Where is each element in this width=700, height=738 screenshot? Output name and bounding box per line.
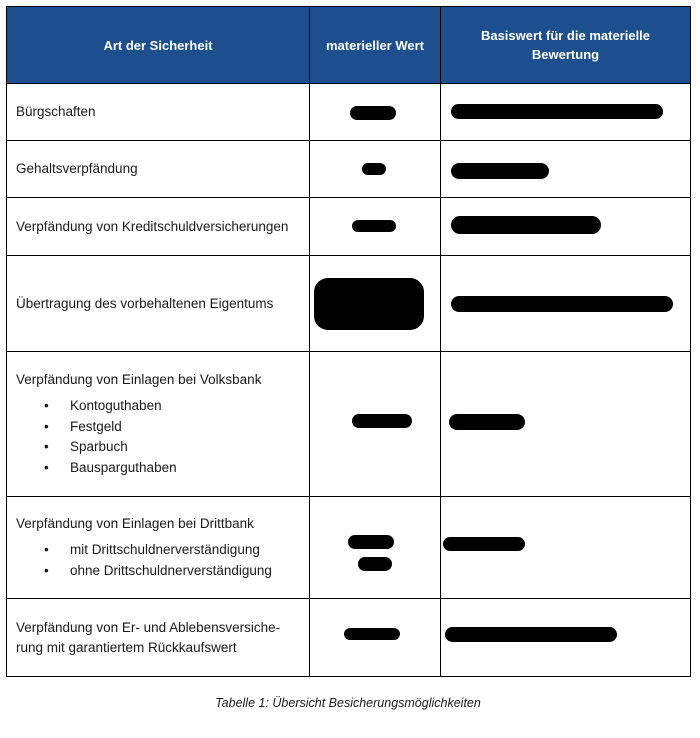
- redaction-mark: [451, 296, 673, 312]
- list-item: • mit Drittschuldnerverständigung: [70, 540, 300, 561]
- material-value-cell: [310, 198, 441, 256]
- valuation-basis-cell: [441, 84, 691, 141]
- row-cell-drittbank: [7, 497, 310, 599]
- row-label: Verpfändung von Einlagen bei Drittbank: [16, 516, 254, 531]
- row-label: Gehaltsverpfändung: [7, 141, 310, 198]
- list-item: • Sparbuch: [70, 437, 300, 458]
- valuation-basis-cell: [441, 599, 691, 677]
- row-label-line-2: rung mit garantiertem Rückkaufswert: [16, 639, 237, 655]
- table-row: [7, 84, 691, 141]
- redaction-mark: [451, 104, 663, 119]
- list-item: • ohne Drittschuldnerverständigung: [70, 561, 300, 582]
- list-item: • Festgeld: [70, 417, 300, 438]
- material-value-cell: [310, 497, 441, 599]
- redaction-mark: [445, 627, 617, 642]
- redaction-mark: [362, 163, 386, 175]
- header-valuation-basis: Basiswert für die materielle Bewertung: [441, 7, 691, 84]
- valuation-basis-cell: [441, 198, 691, 256]
- redaction-mark: [314, 278, 424, 330]
- redaction-mark: [350, 106, 396, 120]
- table-row: [7, 352, 691, 497]
- header-security-type: Art der Sicherheit: [7, 7, 310, 84]
- deposit-type-list: [16, 396, 300, 478]
- redaction-mark: [451, 163, 549, 179]
- table-header-row: [7, 7, 691, 84]
- row-label: Verpfändung von Kreditschuldversicherungen: [7, 198, 310, 256]
- material-value-cell: [310, 84, 441, 141]
- table-row: [7, 141, 691, 198]
- material-value-cell: [310, 141, 441, 198]
- redaction-mark: [443, 537, 525, 551]
- redaction-mark: [348, 535, 394, 549]
- redaction-mark: [449, 414, 525, 430]
- row-cell-life-insurance: [7, 599, 310, 677]
- redaction-mark: [344, 628, 400, 640]
- row-label: Verpfändung von Einlagen bei Volksbank: [16, 372, 262, 387]
- material-value-cell: [310, 256, 441, 352]
- redaction-mark: [358, 557, 392, 571]
- deposit-type-list: [16, 540, 300, 581]
- table-row: [7, 256, 691, 352]
- row-label-line-1: Verpfändung von Er- und Ablebensversiche-: [16, 619, 281, 635]
- table-caption: Tabelle 1: Übersicht Besicherungsmöglichkeiten: [215, 696, 481, 710]
- list-item: • Kontoguthaben: [70, 396, 300, 417]
- row-label: Bürgschaften: [7, 84, 310, 141]
- table-row: [7, 198, 691, 256]
- security-table-container: [6, 6, 690, 677]
- row-label: Übertragung des vorbehaltenen Eigentums: [7, 256, 310, 352]
- redaction-mark: [451, 216, 601, 234]
- security-overview-table: [6, 6, 691, 677]
- table-row: [7, 497, 691, 599]
- valuation-basis-cell: [441, 256, 691, 352]
- valuation-basis-cell: [441, 141, 691, 198]
- material-value-cell: [310, 599, 441, 677]
- redaction-mark: [352, 220, 396, 232]
- list-item: • Bausparguthaben: [70, 458, 300, 479]
- valuation-basis-cell: [441, 352, 691, 497]
- material-value-cell: [310, 352, 441, 497]
- redaction-mark: [352, 414, 412, 428]
- valuation-basis-cell: [441, 497, 691, 599]
- row-cell-volksbank: [7, 352, 310, 497]
- table-row: [7, 599, 691, 677]
- header-material-value: materieller Wert: [310, 7, 441, 84]
